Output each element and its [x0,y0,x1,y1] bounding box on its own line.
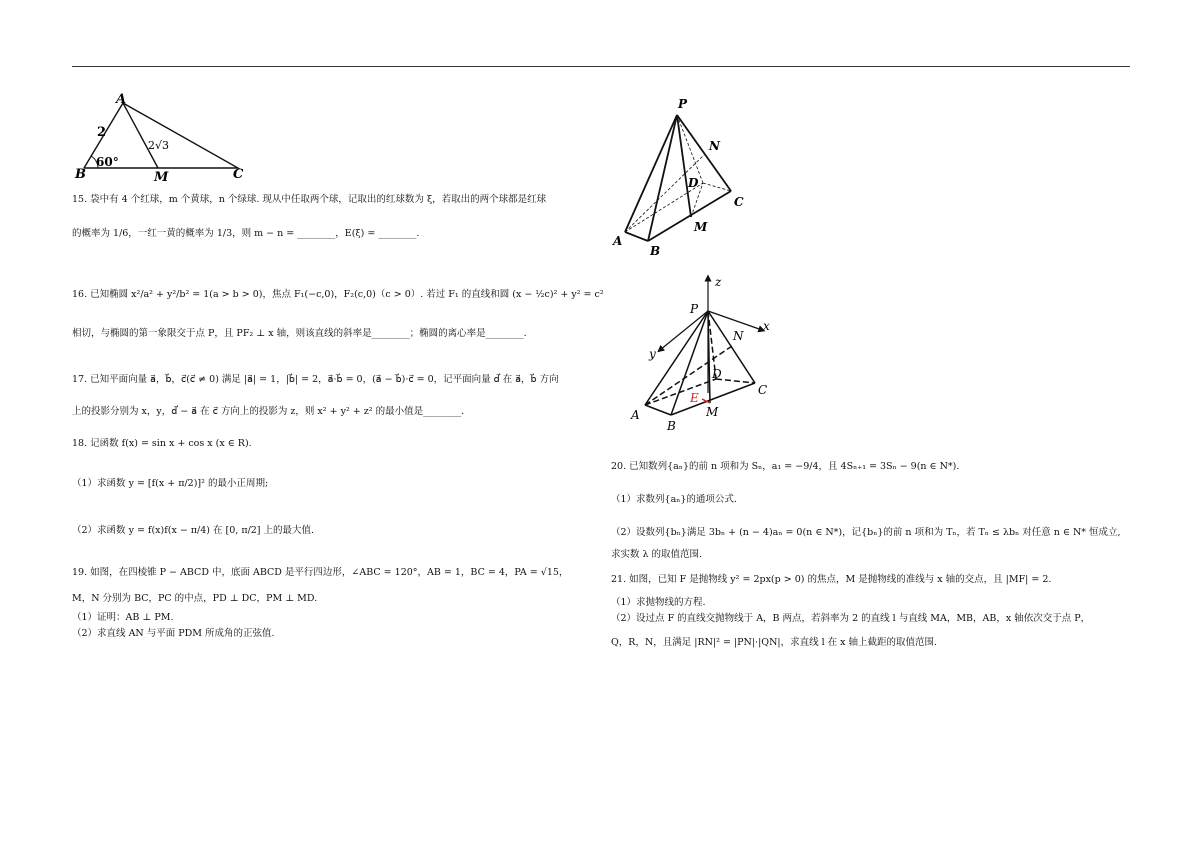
label-P: P [690,302,699,316]
label-B: B [667,419,676,433]
label-M: M [706,405,719,419]
problem-19-part-1: （1）证明：AB ⊥ PM. [72,612,174,623]
problem-18-part-1: （1）求函数 y = [f(x + π/2)]² 的最小正周期; [72,478,269,489]
problem-15-line-2: 的概率为 1/6，一红一黄的概率为 1/3，则 m − n = ________，E(ξ) = ________. [72,228,420,239]
header-rule [72,66,1130,67]
label-M: M [694,220,708,234]
label-z: z [715,275,722,289]
problem-20-part-2: （2）设数列{bₙ}满足 3bₙ + (n − 4)aₙ = 0(n ∈ N*)，记{bₙ}的前 n 项和为 Tₙ，若 Tₙ ≤ λbₙ 对任意 n ∈ N* 恒成立, [611,527,1121,538]
problem-16-line-1: 16. 已知椭圆 x²/a² + y²/b² = 1(a > b > 0)，焦点 F₁(−c,0)，F₂(c,0)（c > 0）. 若过 F₁ 的直线和圆 (x − ½c)² + y² = c² [72,289,604,300]
label-B: B [75,167,86,182]
problem-20-stem: 20. 已知数列{aₙ}的前 n 项和为 Sₙ，a₁ = −9/4，且 4Sₙ₊₁ = 3Sₙ − 9(n ∈ N*). [611,461,960,472]
label-angle: 60° [96,155,119,169]
problem-18-part-2: （2）求函数 y = f(x)f(x − π/4) 在 [0, π/2] 上的最大值. [72,525,315,536]
problem-15-line-1: 15. 袋中有 4 个红球，m 个黄球，n 个绿球. 现从中任取两个球，记取出的红球数为 ξ，若取出的两个球都是红球 [72,194,547,205]
label-N: N [709,139,720,153]
label-A: A [631,408,640,422]
problem-21-stem: 21. 如图，已知 F 是抛物线 y² = 2px(p > 0) 的焦点，M 是抛物线的准线与 x 轴的交点，且 |MF| = 2. [611,574,1052,585]
problem-19-line-2: M，N 分别为 BC，PC 的中点，PD ⊥ DC，PM ⊥ MD. [72,593,318,604]
problem-20-part-1: （1）求数列{aₙ}的通项公式. [611,494,737,505]
triangle-figure [70,90,260,185]
problem-21-part-2-cont: Q，R，N，且满足 |RN|² = |PN|·|QN|，求直线 l 在 x 轴上截距的取值范围. [611,637,938,648]
label-D: D [712,367,722,381]
problem-19-line-1: 19. 如图，在四棱锥 P − ABCD 中，底面 ABCD 是平行四边形，∠ABC = 120°，AB = 1，BC = 4，PA = √15， [72,567,569,578]
label-B: B [650,244,661,258]
label-E: E [690,391,699,405]
label-N: N [733,329,744,343]
label-M: M [154,170,169,185]
label-x: x [763,319,770,333]
problem-18-stem: 18. 记函数 f(x) = sin x + cos x (x ∈ R). [72,438,252,449]
label-y: y [649,347,656,361]
label-D: D [688,176,699,190]
label-P: P [678,97,688,111]
problem-19-part-2: （2）求直线 AN 与平面 PDM 所成角的正弦值. [72,628,275,639]
label-C: C [758,383,768,397]
problem-20-part-2-cont: 求实数 λ 的取值范围. [611,549,703,560]
label-A: A [613,234,623,248]
problem-21-part-1: （1）求抛物线的方程. [611,597,706,608]
label-median: 2√3 [148,139,170,152]
problem-21-part-2: （2）设过点 F 的直线交抛物线于 A，B 两点，若斜率为 2 的直线 l 与直线 MA，MB，AB，x 轴依次交于点 P， [611,613,1091,624]
pyramid-figure-1 [608,95,758,265]
label-side-ab: 2 [97,125,107,140]
problem-17-line-2: 上的投影分别为 x，y，d⃗ − a⃗ 在 c⃗ 方向上的投影为 z，则 x² + y² + z² 的最小值是________. [72,406,465,417]
label-C: C [233,167,244,182]
problem-17-line-1: 17. 已知平面向量 a⃗，b⃗，c⃗(c⃗ ≠ 0) 满足 |a⃗| = 1，|b⃗| = 2，a⃗·b⃗ = 0，(a⃗ − b⃗)·c⃗ = 0，记平面向量 d⃗ 在 a⃗，b⃗ 方向 [72,374,559,385]
problem-16-line-2: 相切，与椭圆的第一象限交于点 P，且 PF₂ ⊥ x 轴，则该直线的斜率是________；椭圆的离心率是________. [72,328,527,339]
label-C: C [734,195,744,209]
label-A: A [116,92,127,107]
pyramid-figure-2 [620,268,790,438]
